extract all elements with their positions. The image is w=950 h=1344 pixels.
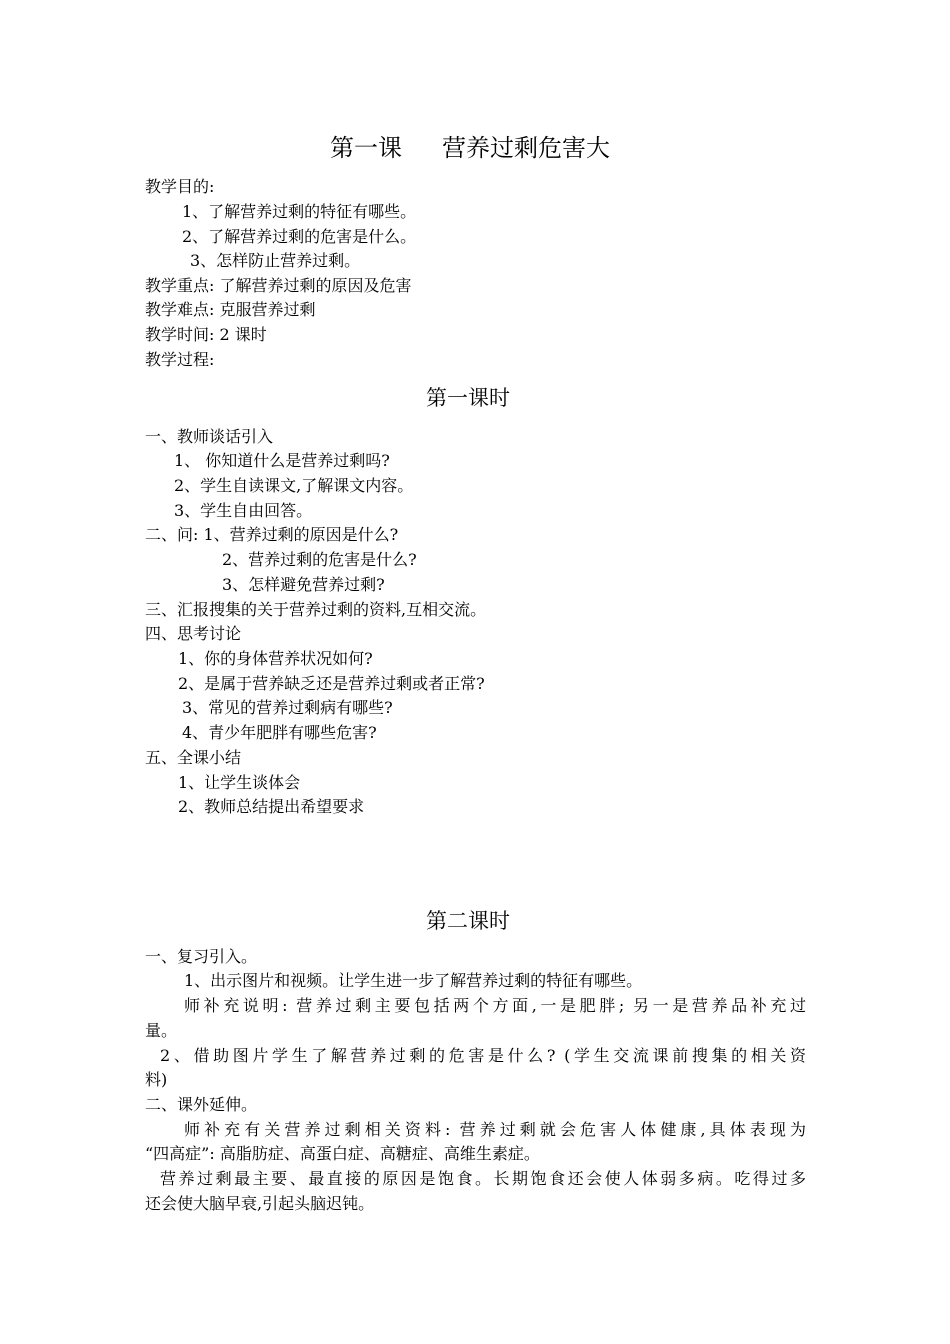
list-item: 2、是属于营养缺乏还是营养过剩或者正常? [178, 674, 485, 693]
list-item: 1、让学生谈体会 [178, 773, 301, 792]
list-item: 3、常见的营养过剩病有哪些? [182, 698, 393, 717]
list-item: 2、学生自读课文,了解课文内容。 [174, 476, 414, 495]
paragraph-line: 师补充有关营养过剩相关资料: 营养过剩就会危害人体健康,具体表现为 [184, 1120, 806, 1139]
paragraph-line: 师补充说明: 营养过剩主要包括两个方面,一是肥胖; 另一是营养品补充过 [184, 996, 806, 1015]
list-item: 4、青少年肥胖有哪些危害? [182, 723, 377, 742]
list-item: 2、营养过剩的危害是什么? [222, 550, 417, 569]
difficulty: 教学难点: 克服营养过剩 [145, 300, 316, 319]
section-title: 二、课外延伸。 [145, 1095, 258, 1114]
period1-heading: 第一课时 [426, 386, 510, 410]
list-item: 3、怎样避免营养过剩? [222, 575, 385, 594]
key-point: 教学重点: 了解营养过剩的原因及危害 [145, 276, 412, 295]
list-item: 1、你的身体营养状况如何? [178, 649, 373, 668]
section-title: 五、全课小结 [145, 748, 242, 767]
paragraph-line: 还会使大脑早衰,引起头脑迟钝。 [145, 1194, 375, 1213]
objective-item: 2、了解营养过剩的危害是什么。 [182, 227, 417, 246]
section-title: 三、汇报搜集的关于营养过剩的资料,互相交流。 [145, 600, 487, 619]
lesson-number: 第一课 [330, 134, 402, 162]
process-label: 教学过程: [145, 350, 215, 369]
lesson-title [330, 133, 610, 163]
section-title: 一、复习引入。 [145, 947, 258, 966]
section-title: 一、教师谈话引入 [145, 427, 274, 446]
section-title: 二、问: 1、营养过剩的原因是什么? [145, 525, 399, 544]
lesson-topic: 营养过剩危害大 [442, 134, 610, 162]
paragraph-line: 1、出示图片和视频。让学生进一步了解营养过剩的特征有哪些。 [184, 971, 643, 990]
list-item: 1、 你知道什么是营养过剩吗? [174, 451, 390, 470]
period2-heading: 第二课时 [426, 909, 510, 933]
objective-item: 1、了解营养过剩的特征有哪些。 [182, 202, 417, 221]
duration: 教学时间: 2 课时 [145, 325, 267, 344]
list-item: 3、学生自由回答。 [174, 501, 313, 520]
paragraph-line: 料) [145, 1070, 168, 1089]
paragraph-line: “四高症”: 高脂肪症、高蛋白症、高糖症、高维生素症。 [145, 1144, 540, 1163]
objectives-label: 教学目的: [145, 177, 215, 196]
list-item: 2、教师总结提出希望要求 [178, 797, 365, 816]
paragraph-line: 营养过剩最主要、最直接的原因是饱食。长期饱食还会使人体弱多病。吃得过多 [160, 1169, 806, 1188]
paragraph-line: 2、借助图片学生了解营养过剩的危害是什么? (学生交流课前搜集的相关资 [160, 1046, 806, 1065]
section-title: 四、思考讨论 [145, 624, 242, 643]
paragraph-line: 量。 [145, 1021, 178, 1040]
objective-item: 3、怎样防止营养过剩。 [190, 251, 361, 270]
